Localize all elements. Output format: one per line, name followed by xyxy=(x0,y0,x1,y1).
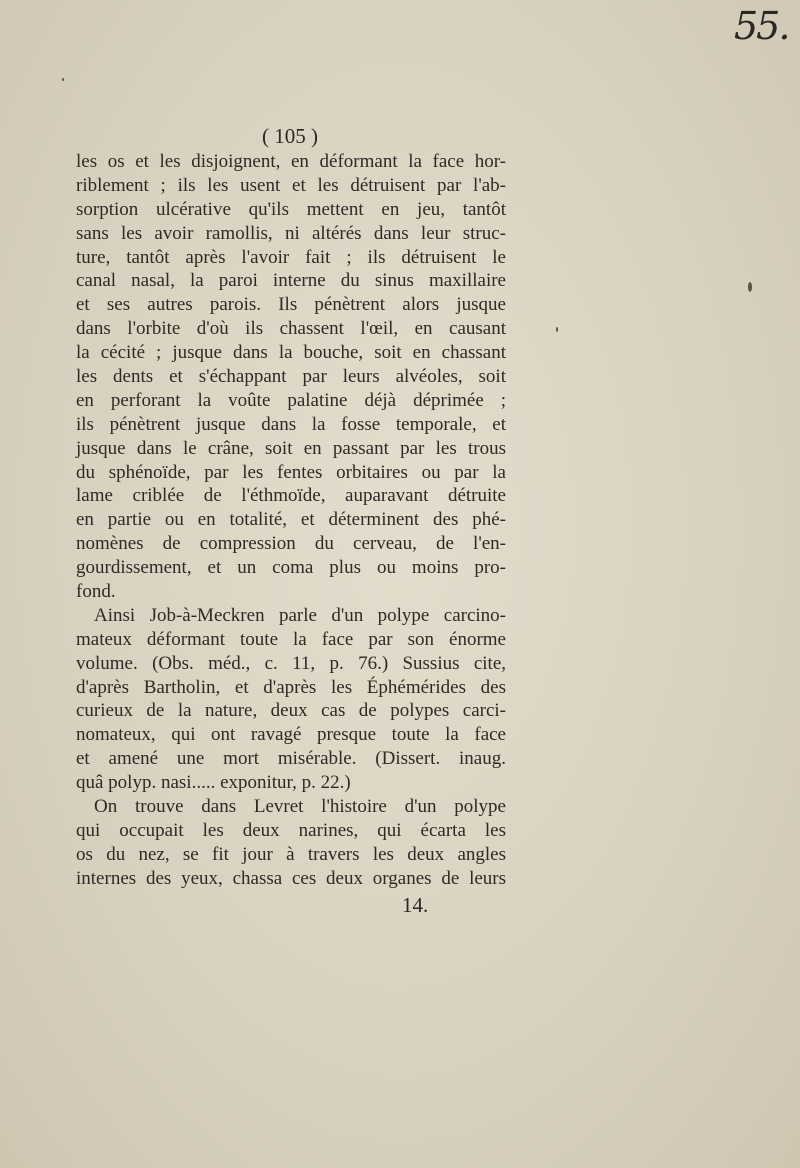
text-line: mateux déformant toute la face par son énorme xyxy=(76,628,506,650)
text-line: ils pénètrent jusque dans la fosse temporale, et xyxy=(76,413,506,435)
text-line: sans les avoir ramollis, ni altérés dans leur struc- xyxy=(76,222,506,244)
text-line: ture, tantôt après l'avoir fait ; ils détruisent le xyxy=(76,246,506,268)
text-line: gourdissement, et un coma plus ou moins pro- xyxy=(76,557,506,579)
text-line: lame criblée de l'éthmoïde, auparavant détruite xyxy=(76,485,506,507)
text-line: riblement ; ils les usent et les détruisent par l'ab- xyxy=(76,174,506,196)
text-line: dans l'orbite d'où ils chassent l'œil, en causant xyxy=(76,318,506,340)
handwritten-folio-number: 55. xyxy=(734,4,789,48)
page-number-header: ( 105 ) xyxy=(262,124,318,148)
catchword: 14. xyxy=(402,893,429,917)
text-line: On trouve dans Levret l'histoire d'un polype xyxy=(94,796,506,818)
text-line: internes des yeux, chassa ces deux organes de leurs xyxy=(76,867,506,889)
text-line: fond. xyxy=(76,581,116,603)
ink-speck xyxy=(62,78,64,81)
text-line: volume. (Obs. méd., c. 11, p. 76.) Sussius cite, xyxy=(76,652,506,674)
text-line: en partie ou en totalité, et déterminent des phé- xyxy=(76,509,506,531)
text-line: d'après Bartholin, et d'après les Éphémérides des xyxy=(76,676,506,698)
text-line: os du nez, se fit jour à travers les deux angles xyxy=(76,843,506,865)
text-line: nomateux, qui ont ravagé presque toute la face xyxy=(76,724,506,746)
text-line: curieux de la nature, deux cas de polypes carci- xyxy=(76,700,506,722)
text-line: sorption ulcérative qu'ils mettent en jeu, tantôt xyxy=(76,198,506,220)
text-line: Ainsi Job-à-Meckren parle d'un polype carcino- xyxy=(94,604,506,626)
text-line: jusque dans le crâne, soit en passant par les trous xyxy=(76,437,506,459)
ink-speck xyxy=(748,282,752,292)
text-line: qui occupait les deux narines, qui écarta les xyxy=(76,819,506,841)
text-line: la cécité ; jusque dans la bouche, soit en chassant xyxy=(76,342,506,364)
text-line: du sphénoïde, par les fentes orbitaires ou par la xyxy=(76,461,506,483)
ink-speck xyxy=(556,327,558,332)
text-line: en perforant la voûte palatine déjà déprimée ; xyxy=(76,389,506,411)
text-line: et ses autres parois. Ils pénètrent alors jusque xyxy=(76,294,506,316)
text-line: nomènes de compression du cerveau, de l'en- xyxy=(76,533,506,555)
text-line: et amené une mort misérable. (Dissert. inaug. xyxy=(76,748,506,770)
body-text xyxy=(76,150,506,891)
text-line: les os et les disjoignent, en déformant la face hor- xyxy=(76,151,506,172)
text-line: les dents et s'échappant par leurs alvéoles, soit xyxy=(76,366,506,388)
text-line: quâ polyp. nasi..... exponitur, p. 22.) xyxy=(76,772,351,794)
text-line: canal nasal, la paroi interne du sinus maxillaire xyxy=(76,270,506,292)
